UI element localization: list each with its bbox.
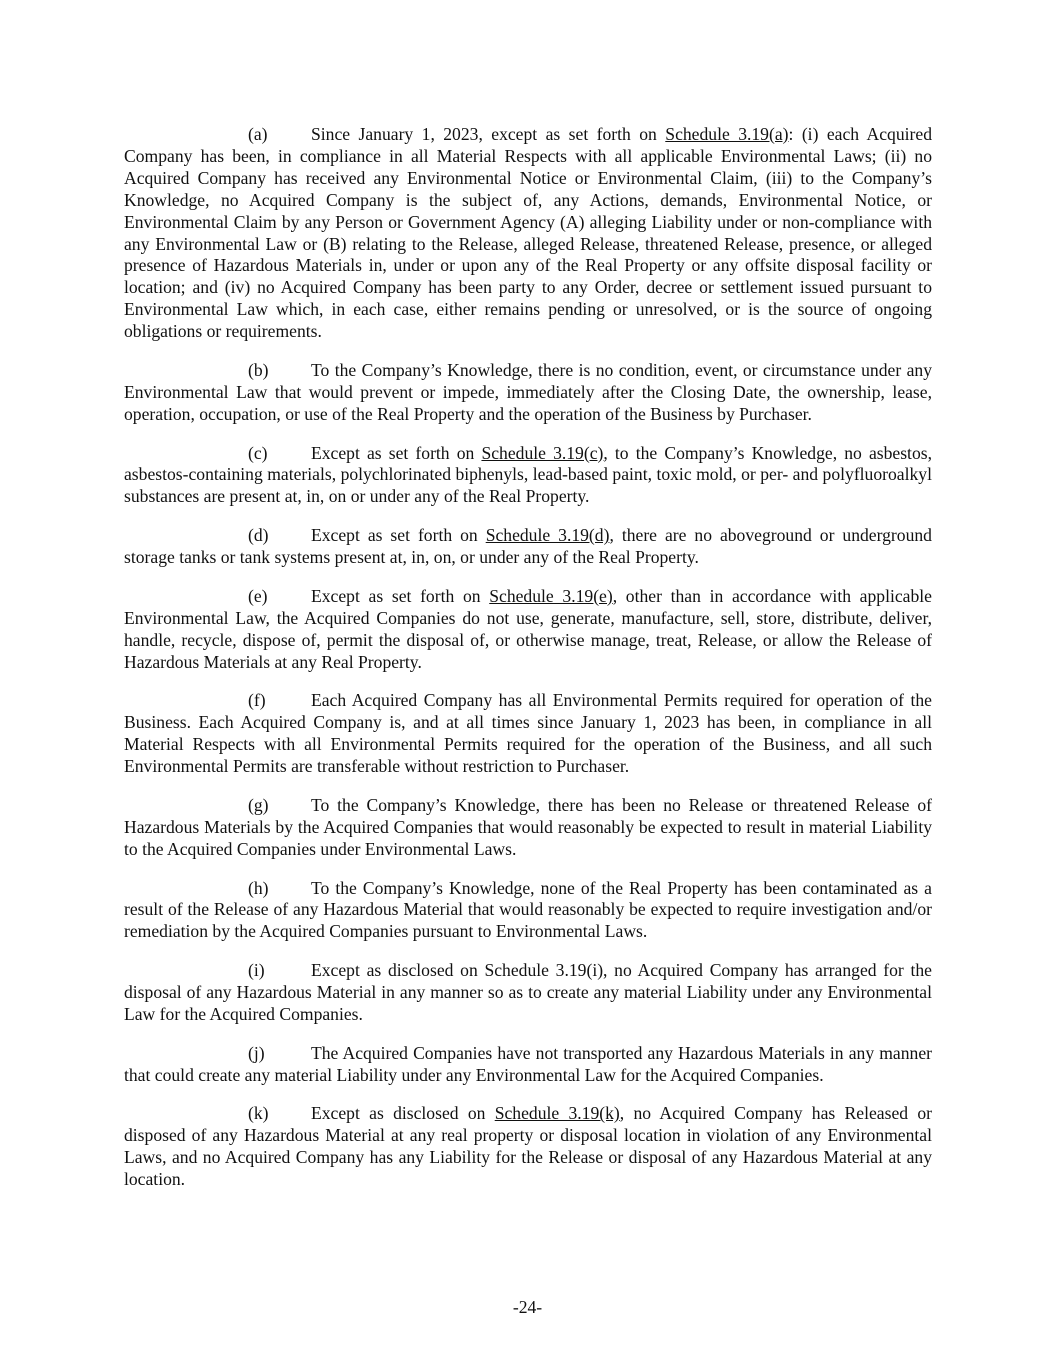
clause-paragraph bbox=[124, 1103, 932, 1191]
clause-text: Each Acquired Company has all Environmental Permits required for operation of the Business. Each Acquired Company is, and at all times since January 1, 2023 has been, in compliance in all Material Respects with all Environmental Permits required for the operation of the Business, and all such Environmental Permits are transferable without restriction to Purchaser. bbox=[124, 690, 932, 777]
clause-paragraph bbox=[124, 586, 932, 674]
clause-text: Since January 1, 2023, except as set forth on bbox=[311, 124, 666, 144]
clause-text: To the Company’s Knowledge, there is no condition, event, or circumstance under any Environmental Law that would prevent or impede, immediately after the Closing Date, the ownership, lease, operation, occupation, or use of the Real Property and the operation of the Business by Purchaser. bbox=[124, 359, 932, 424]
clause-label: (g) bbox=[248, 794, 269, 815]
clause-paragraph bbox=[124, 878, 932, 944]
clause-label: (a) bbox=[248, 124, 268, 144]
schedule-reference: Schedule 3.19(a) bbox=[665, 124, 789, 144]
document-body bbox=[124, 124, 932, 1208]
clause-text: The Acquired Companies have not transported any Hazardous Materials in any manner that could create any material Liability under any Environmental Law for the Acquired Companies. bbox=[124, 1042, 932, 1085]
clause-paragraph bbox=[124, 360, 932, 426]
clause-paragraph bbox=[124, 525, 932, 569]
clause-text: Except as set forth on bbox=[311, 525, 486, 546]
clause-label: (j) bbox=[248, 1042, 265, 1063]
clause-text: Except as set forth on bbox=[311, 442, 482, 463]
clause-label: (k) bbox=[248, 1103, 269, 1124]
clause-label: (c) bbox=[248, 442, 268, 463]
clause-text: Except as set forth on bbox=[311, 585, 490, 606]
clause-paragraph bbox=[124, 960, 932, 1026]
clause-paragraph bbox=[124, 443, 932, 509]
clause-text: : (i) each Acquired Company has been, in compliance in all Material Respects with all applicable Environmental Laws; (ii) no Acquired Company has received any Environmental Notice or Environmental Claim, (iii) to the Company’s Knowledge, no Acquired Company is the subject of, any Actions, demands, Environmental Notice, or Environmental Claim by any Person or Government Agency (A) alleging Liability under or non-compliance with any Environmental Law or (B) relating to the Release, alleged Release, threatened Release, presence, or alleged presence of Hazardous Materials in, under or upon any of the Real Property or any offsite disposal facility or location; and (iv) no Acquired Company has been party to any Order, decree or settlement issued pursuant to Environmental Law which, in each case, either remains pending or unresolved, or is the source of ongoing obligations or requirements. bbox=[124, 124, 932, 342]
clause-text: Except as disclosed on Schedule 3.19(i), no Acquired Company has arranged for the disposal of any Hazardous Material in any manner so as to create any material Liability under any Environmental Law for the Acquired Companies. bbox=[124, 960, 932, 1024]
clause-label: (d) bbox=[248, 525, 269, 546]
schedule-reference: Schedule 3.19(c) bbox=[481, 442, 604, 463]
clause-paragraph bbox=[124, 124, 932, 343]
clause-text: , other than in accordance with applicable Environmental Law, the Acquired Companies do not use, generate, manufacture, sell, store, distribute, deliver, handle, recycle, dispose of, permit the disposal of, or otherwise manage, treat, Release, or allow the Release of Hazardous Materials at any Real Property. bbox=[124, 585, 932, 672]
clause-label: (h) bbox=[248, 877, 269, 898]
clause-text: , no Acquired Company has Released or disposed of any Hazardous Material at any real property or disposal location in violation of any Environmental Laws, and no Acquired Company has any Liability for the Release or disposal of any Hazardous Material at any location. bbox=[124, 1103, 932, 1190]
clause-paragraph bbox=[124, 690, 932, 778]
clause-text: To the Company’s Knowledge, none of the Real Property has been contaminated as a result of the Release of any Hazardous Material that would reasonably be expected to require investigation and/or remediation by the Acquired Companies pursuant to Environmental Laws. bbox=[124, 877, 932, 942]
clause-label: (e) bbox=[248, 585, 268, 606]
clause-label: (f) bbox=[248, 690, 266, 711]
schedule-reference: Schedule 3.19(k) bbox=[494, 1103, 620, 1124]
clause-label: (i) bbox=[248, 960, 265, 981]
schedule-reference: Schedule 3.19(e) bbox=[489, 585, 613, 606]
clause-text: To the Company’s Knowledge, there has been no Release or threatened Release of Hazardous Materials by the Acquired Companies that would reasonably be expected to result in material Liability to the Acquired Companies under Environmental Laws. bbox=[124, 794, 932, 859]
clause-paragraph bbox=[124, 1043, 932, 1087]
clause-text: Except as disclosed on bbox=[311, 1103, 495, 1124]
schedule-reference: Schedule 3.19(d) bbox=[485, 525, 610, 546]
clause-text: , to the Company’s Knowledge, no asbestos, asbestos-containing materials, polychlorinated biphenyls, lead-based paint, toxic mold, or per- and polyfluoroalkyl substances are present at, in, on or under any of the Real Property. bbox=[124, 442, 932, 507]
clause-text: , there are no aboveground or underground storage tanks or tank systems present at, in, on, or under any of the Real Property. bbox=[124, 525, 932, 568]
clause-paragraph bbox=[124, 795, 932, 861]
clause-label: (b) bbox=[248, 359, 269, 380]
page-number: -24- bbox=[512, 1297, 543, 1317]
